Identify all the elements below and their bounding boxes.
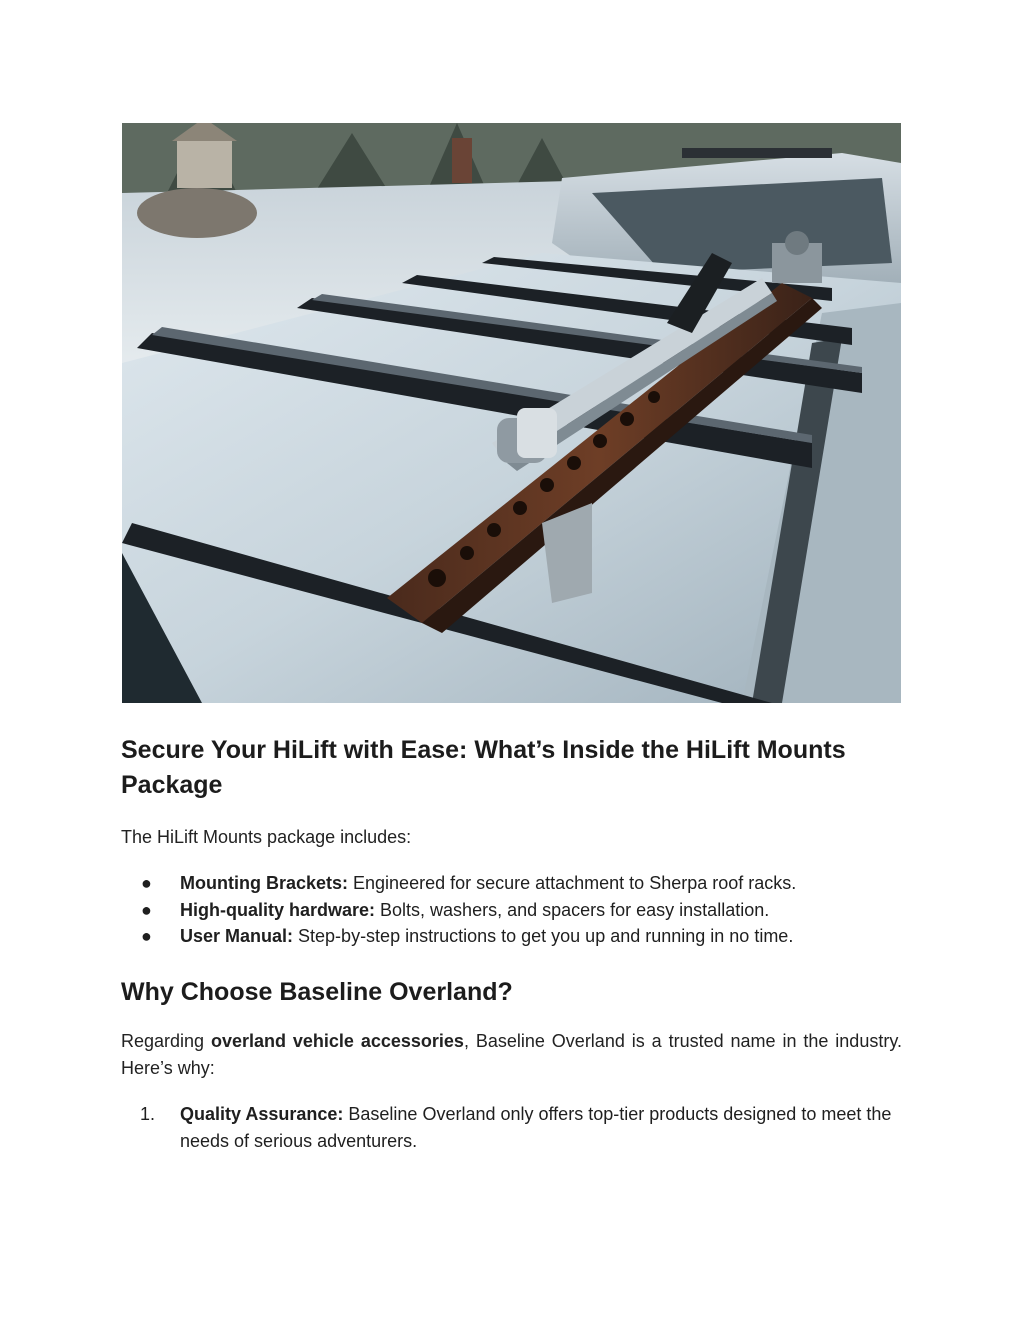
list-item-text: Baseline Overland only offers top-tier products designed to meet the needs of serious adventurers. xyxy=(180,1104,892,1151)
section-heading-package: Secure Your HiLift with Ease: What’s Inside the HiLift Mounts Package xyxy=(121,736,846,799)
list-item xyxy=(121,1101,902,1155)
regarding-post: , Baseline Overland is a trusted name in the industry. Here’s why: xyxy=(121,1031,902,1078)
section-heading-why-choose: Why Choose Baseline Overland? xyxy=(121,978,513,1006)
list-item xyxy=(121,897,911,924)
bullet-icon: ● xyxy=(141,899,152,920)
reasons-list xyxy=(121,1101,902,1155)
list-item-term: High-quality hardware: xyxy=(180,899,376,920)
list-item-term: Quality Assurance: xyxy=(180,1104,344,1124)
list-item-text: Engineered for secure attachment to Sherpa roof racks. xyxy=(348,873,797,893)
regarding-pre: Regarding xyxy=(121,1031,211,1051)
list-item-term: User Manual: xyxy=(180,926,294,946)
list-item xyxy=(121,923,911,950)
list-item-term: Mounting Brackets: xyxy=(180,873,349,893)
regarding-paragraph xyxy=(121,1028,902,1082)
list-item-text: Bolts, washers, and spacers for easy installation. xyxy=(375,899,770,920)
bullet-icon: ● xyxy=(141,926,152,946)
product-photo xyxy=(122,123,901,703)
bullet-icon: ● xyxy=(141,873,152,893)
list-item-text: Step-by-step instructions to get you up and running in no time. xyxy=(293,926,794,946)
intro-text: The HiLift Mounts package includes: xyxy=(121,827,412,847)
regarding-bold: overland vehicle accessories xyxy=(210,1031,464,1051)
list-number: 1. xyxy=(140,1104,156,1124)
list-item xyxy=(121,870,911,897)
package-contents-list xyxy=(121,870,911,950)
